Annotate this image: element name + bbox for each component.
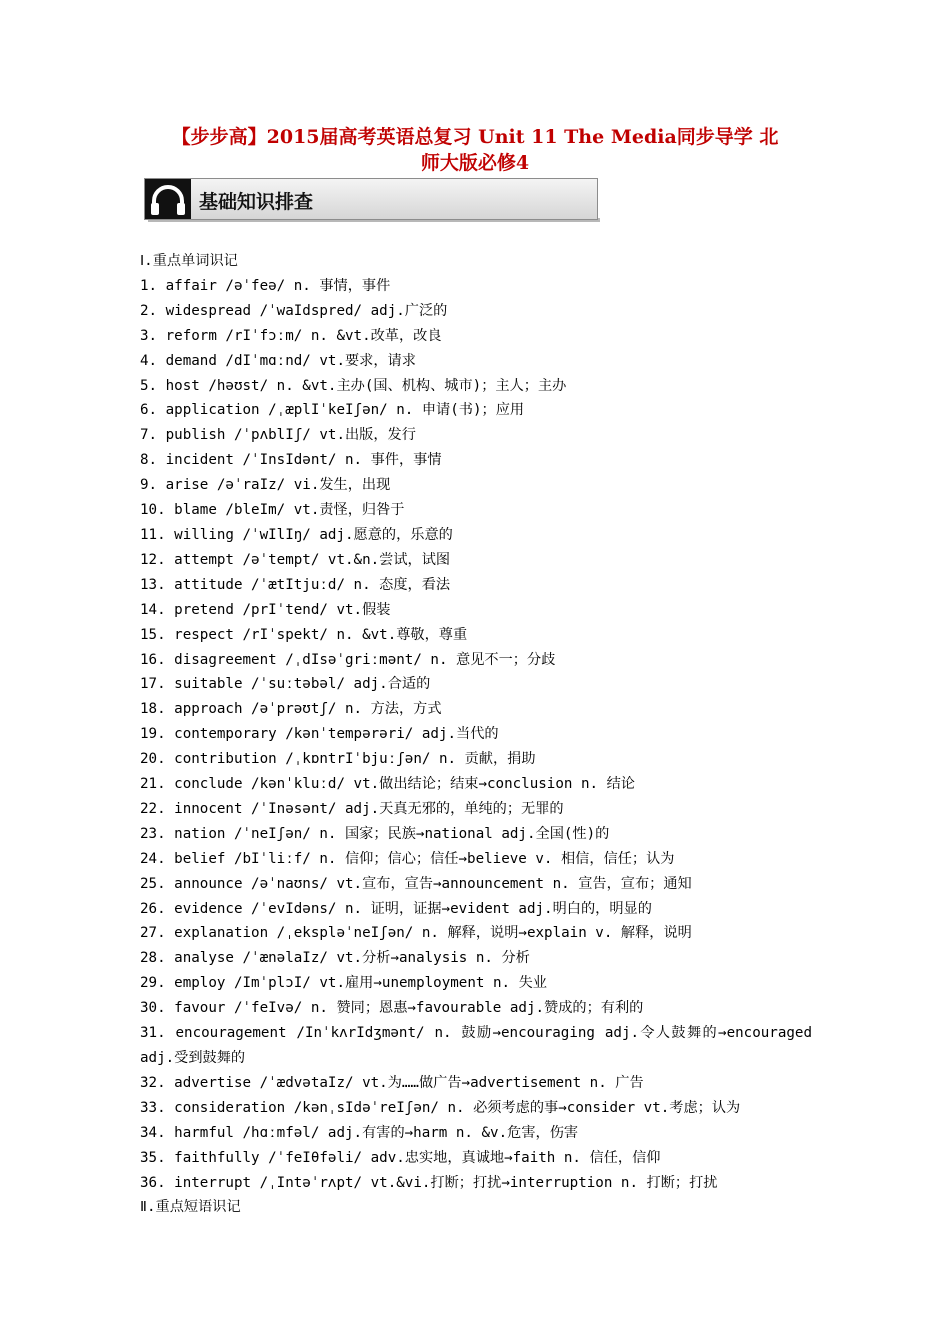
list-item: 9. arise /əˈraIz/ vi.发生，出现 <box>140 477 391 494</box>
list-item: 32. advertise /ˈædvətaIz/ vt.为……做广告→advertisement n. 广告 <box>140 1074 644 1091</box>
list-item: 21. conclude /kənˈkluːd/ vt.做出结论；结束→conclusion n. 结论 <box>140 776 635 793</box>
banner-label: 基础知识排查 <box>199 191 314 213</box>
list-item: 33. consideration /kənˌsIdəˈreIʃən/ n. 必须考虑的事→consider vt.考虑；认为 <box>140 1099 741 1116</box>
title-line-2: 师大版必修4 <box>420 152 530 174</box>
section-banner <box>144 178 598 220</box>
list-item: 25. announce /əˈnaʊns/ vt.宣布，宣告→announcement n. 宣告，宣布；通知 <box>140 875 692 892</box>
section-heading-phrases: Ⅱ.重点短语识记 <box>140 1199 241 1216</box>
list-item: 24. belief /bIˈliːf/ n. 信仰；信心；信任→believe v. 相信，信任；认为 <box>140 850 675 867</box>
list-item: 12. attempt /əˈtempt/ vt.&n.尝试，试图 <box>140 551 451 568</box>
list-item: 8. incident /ˈInsIdənt/ n. 事件，事情 <box>140 452 442 469</box>
list-item: 19. contemporary /kənˈtempərəri/ adj.当代的 <box>140 726 499 743</box>
list-item: 16. disagreement /ˌdIsəˈgriːmənt/ n. 意见不一；分歧 <box>140 651 556 668</box>
list-item: 23. nation /ˈneIʃən/ n. 国家；民族→national adj.全国(性)的 <box>140 825 610 842</box>
list-item: 11. willing /ˈwIlIŋ/ adj.愿意的，乐意的 <box>140 526 453 543</box>
list-item: 29. employ /ImˈplɔI/ vt.雇用→unemployment n. 失业 <box>140 975 547 992</box>
list-item: 35. faithfully /ˈfeIθfəli/ adv.忠实地，真诚地→faith n. 信任，信仰 <box>140 1149 661 1166</box>
list-item: 20. contribution /ˌkɒntrIˈbjuːʃən/ n. 贡献，捐助 <box>140 751 536 768</box>
list-item: 27. explanation /ˌekspləˈneIʃən/ n. 解释，说明→explain v. 解释，说明 <box>140 925 692 942</box>
list-item: 28. analyse /ˈænəlaIz/ vt.分析→analysis n. 分析 <box>140 950 530 967</box>
list-item: 14. pretend /prIˈtend/ vt.假装 <box>140 601 391 618</box>
list-item: 7. publish /ˈpʌblIʃ/ vt.出版，发行 <box>140 427 416 444</box>
list-item: 26. evidence /ˈevIdəns/ n. 证明，证据→evident adj.明白的，明显的 <box>140 900 652 917</box>
list-item: 2. widespread /ˈwaIdspred/ adj.广泛的 <box>140 302 448 319</box>
list-item: 15. respect /rIˈspekt/ n. &vt.尊敬，尊重 <box>140 626 468 643</box>
section-heading-words: Ⅰ.重点单词识记 <box>140 253 238 269</box>
list-item: 34. harmful /hɑːmfəl/ adj.有害的→harm n. &v.危害，伤害 <box>140 1124 579 1141</box>
list-item: 31. encouragement /InˈkʌrIdʒmənt/ n. 鼓励→encouraging adj.令人鼓舞的→encouraged adj.受到鼓舞的 <box>140 1025 812 1066</box>
list-item: 18. approach /əˈprəʊtʃ/ n. 方法，方式 <box>140 701 442 718</box>
list-item: 6. application /ˌæplIˈkeIʃən/ n. 申请(书)；应用 <box>140 402 525 419</box>
headphones-icon <box>145 179 191 219</box>
document-title <box>110 124 840 176</box>
list-item: 5. host /həʊst/ n. &vt.主办(国、机构、城市)；主人；主办 <box>140 377 567 394</box>
list-item: 10. blame /bleIm/ vt.责怪，归咎于 <box>140 502 405 519</box>
list-item: 4. demand /dIˈmɑːnd/ vt.要求，请求 <box>140 352 416 369</box>
list-item: 30. favour /ˈfeIvə/ n. 赞同；恩惠→favourable adj.赞成的；有利的 <box>140 1000 644 1017</box>
list-item: 13. attitude /ˈætItjuːd/ n. 态度，看法 <box>140 576 451 593</box>
list-item: 22. innocent /ˈInəsənt/ adj.天真无邪的，单纯的；无罪的 <box>140 800 564 817</box>
list-item: 17. suitable /ˈsuːtəbəl/ adj.合适的 <box>140 676 431 693</box>
list-item: 1. affair /əˈfeə/ n. 事情，事件 <box>140 277 391 294</box>
list-item: 36. interrupt /ˌIntəˈrʌpt/ vt.&vi.打断；打扰→interruption n. 打断；打扰 <box>140 1174 718 1191</box>
vocabulary-section <box>140 249 812 1220</box>
title-line-1: 【步步高】2015届高考英语总复习 Unit 11 The Media同步导学 北 <box>171 126 779 148</box>
list-item: 3. reform /rIˈfɔːm/ n. &vt.改革，改良 <box>140 327 442 344</box>
